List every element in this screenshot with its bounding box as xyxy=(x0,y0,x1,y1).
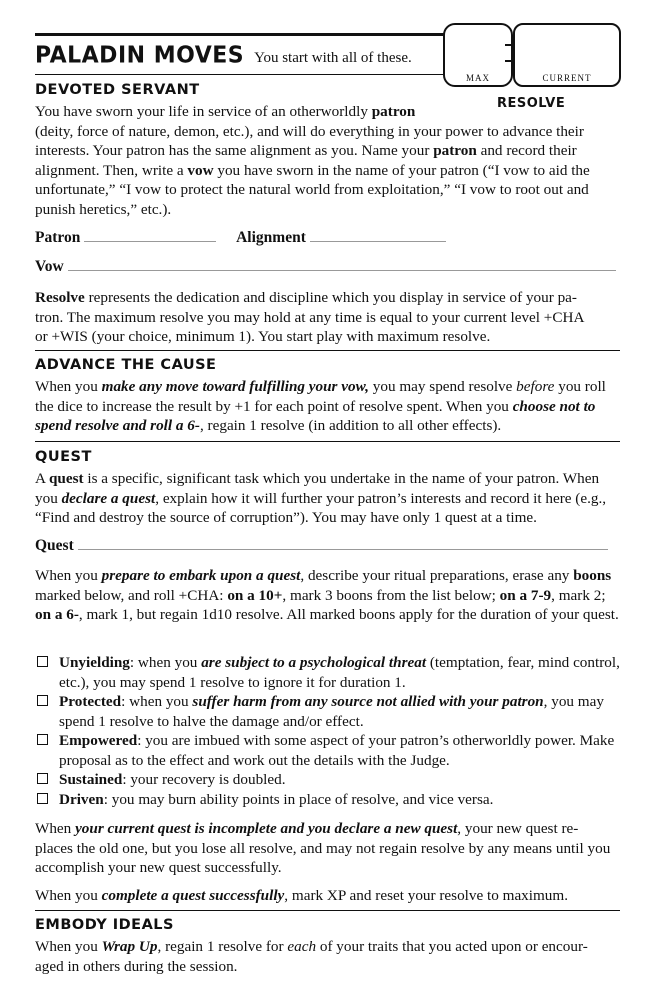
patron-label: Patron xyxy=(35,229,81,246)
boon-checkbox[interactable] xyxy=(37,695,48,706)
advance-cause-text: When you make any move toward fulfilling your vow, you may spend resolve before you roll the dice to increase the result by +1 for each point of resolve spent. When you choose not to spend resolve and roll a 6-, regain 1 resolve (in addition to all other effects). xyxy=(35,378,606,434)
devoted-servant-heading: DEVOTED SERVANT xyxy=(35,82,200,98)
quest-row xyxy=(35,537,620,555)
vow-field[interactable] xyxy=(68,258,616,271)
patron-field[interactable] xyxy=(84,229,216,242)
devoted-servant-text: You have sworn your life in service of an otherworldly patron (deity, force of nature, demon, etc.), and will do everything in your power to advance their interests. Your patron has the same alignment as you. Name your patron and record their alignment. Then, write a vow you have sworn in the name of your patron (“I vow to aid the unfortunate,” “I vow to protect the natural world from exploitation,” “I vow to root out and punish heretics,” etc.). xyxy=(35,103,590,218)
divider xyxy=(35,441,620,442)
resolve-current-box[interactable] xyxy=(513,23,621,87)
boon-item: Unyielding: when you are subject to a psychological threat (temptation, fear, mind control, etc.), you may spend 1 resolve to ignore it for duration 1. xyxy=(35,653,620,692)
embody-ideals-heading: EMBODY IDEALS xyxy=(35,917,174,933)
page-subtitle: You start with all of these. xyxy=(254,50,412,66)
title-underline xyxy=(35,74,445,75)
boon-name: Empowered xyxy=(59,732,138,749)
boon-name: Sustained xyxy=(59,771,123,788)
divider xyxy=(35,350,620,351)
boon-checkbox[interactable] xyxy=(37,656,48,667)
boon-item: Sustained: your recovery is doubled. xyxy=(35,770,620,790)
vow-label: Vow xyxy=(35,258,64,275)
boon-name: Unyielding xyxy=(59,654,130,671)
resolve-max-box[interactable] xyxy=(443,23,513,87)
boon-item: Driven: you may burn ability points in place of resolve, and vice versa. xyxy=(35,790,620,810)
quest-field[interactable] xyxy=(78,537,608,550)
page-title: PALADIN MOVES xyxy=(35,42,245,69)
title-bar xyxy=(35,33,445,36)
boon-checkbox[interactable] xyxy=(37,734,48,745)
boon-checkbox[interactable] xyxy=(37,793,48,804)
boon-item: Protected: when you suffer harm from any source not allied with your patron, you may spend 1 resolve to halve the damage and/or effect. xyxy=(35,692,620,731)
title-row xyxy=(35,43,412,71)
alignment-field[interactable] xyxy=(310,229,446,242)
quest-text: A quest is a specific, significant task which you undertake in the name of your patron. When you declare a quest, explain how it will further your patron’s interests and record it here (e.g., “Find and destroy the source of corruption”). You may have only 1 quest at a time. xyxy=(35,470,607,526)
advance-cause-heading: ADVANCE THE CAUSE xyxy=(35,357,217,373)
alignment-label: Alignment xyxy=(236,229,306,246)
quest-heading: QUEST xyxy=(35,449,92,465)
quest-label: Quest xyxy=(35,537,74,554)
vow-row xyxy=(35,258,620,276)
resolve-max-label: MAX xyxy=(465,73,490,83)
resolve-label: RESOLVE xyxy=(497,96,566,111)
boon-item: Empowered: you are imbued with some aspect of your patron’s otherworldly power. Make proposal as to the effect and work out the details with the Judge. xyxy=(35,731,620,770)
divider xyxy=(35,910,620,911)
patron-alignment-row xyxy=(35,229,620,247)
new-quest-text: When your current quest is incomplete and you declare a new quest, your new quest re- places the old one, but you lose all resolve, and may not regain resolve by any means until you accomplish your new quest successfully. xyxy=(35,820,611,876)
boon-name: Driven xyxy=(59,791,104,808)
complete-quest-text: When you complete a quest successfully, mark XP and reset your resolve to maximum. xyxy=(35,887,569,904)
resolve-current-label: CURRENT xyxy=(542,73,592,83)
resolve-text: Resolve represents the dedication and discipline which you display in service of your pa- tron. The maximum resolve you may hold at any time is equal to your current level +CHA or +WIS (your choice, minimum 1). You start play with maximum resolve. xyxy=(35,289,585,345)
embody-ideals-text: When you Wrap Up, regain 1 resolve for each of your traits that you acted upon or encour- aged in others during the session. xyxy=(35,938,588,975)
boon-checkbox[interactable] xyxy=(37,773,48,784)
embark-text: When you prepare to embark upon a quest, describe your ritual preparations, erase any boons marked below, and roll +CHA: on a 10+, mark 3 boons from the list below; on a 7-9, mark 2; on a 6-, mark 1, but regain 1d10 resolve. All marked boons apply for the duration of your quest. xyxy=(35,567,619,623)
boon-name: Protected xyxy=(59,693,122,710)
